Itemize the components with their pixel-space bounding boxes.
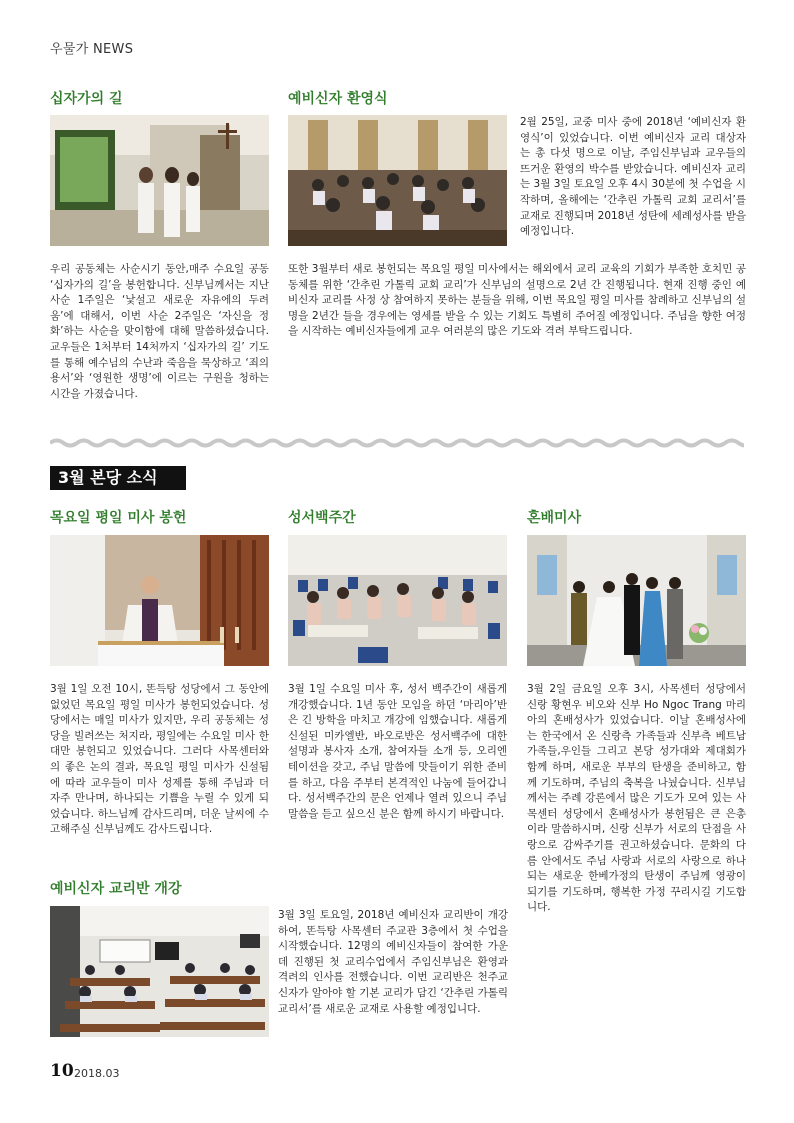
catechumen-welcome-photo (288, 115, 507, 246)
section-title-wedding-mass: 혼배미사 (527, 510, 582, 526)
page-number: 10 (50, 1061, 74, 1081)
thursday-mass-body: 3월 1일 오전 10시, 똔득탕 성당에서 그 동안에 없었던 목요일 평일 미사가 봉헌되었습니다. 성당에서는 매일 미사가 있지만, 우리 공동체는 성당을 빌려쓰는 처지라, 평일에는 수요일 미사 한 대만 봉헌되고 있었습니다. 그러다 사목센터와의 좋은 논의 결과, 목요일 평일 미사가 신설됨에 따라 교우들이 미사 성제를 통해 주님과 더 자주 만나며, 하나되는 기쁨을 누릴 수 있게 되었습니다. 하느님께 감사드리며, 더운 날씨에 수고해주실 신부님께도 감사드립니다. (50, 683, 269, 836)
catechumen-class-photo (50, 906, 269, 1037)
thursday-mass-photo (50, 535, 269, 666)
catechumen-class-body: 3월 3일 토요일, 2018년 예비신자 교리반이 개강하여, 똔득탕 사목센터 주교관 3층에서 첫 수업을 시작했습니다. 12명의 예비신자들이 참여한 가운데 진행된 첫 교리수업에서 주임신부님은 환영과 격려의 인사를 전했습니다. 이번 교리반은 천주교 신자가 알아야 할 기본 교리가 담긴 ‘간추린 가톨릭 교리서’를 새로운 교재로 사용할 예정입니다. (278, 909, 508, 1015)
wedding-mass-body: 3월 2일 금요일 오후 3시, 사목센터 성당에서 신랑 황현우 비오와 신부 Ho Ngoc Trang 마리아의 혼배성사가 있었습니다. 이날 혼배성사에는 한국에서 온 신랑측 가족들과 신부측 베트남 가족들,우인들 그리고 본당 성가대와 제대회가 함께 하며, 새로운 부부의 탄생을 준비하고, 함께 기도하며, 주님의 축복을 나눴습니다. 신부님께서는 주례 강론에서 많은 기도가 모여 있는 사목센터 성당에서 혼배성사가 봉헌됨은 큰 은총이라 말씀하시며, 신랑 신부가 서로의 단점을 사랑으로 감싸주기를 권고하셨습니다. 문화의 다름 안에서도 주님 사랑과 서로의 사랑으로 하나되는 새로운 한베가정의 탄생이 주님께 영광이 되기를 기도하며, 행복한 가정 꾸리시길 기도합니다. (527, 683, 746, 914)
wavy-divider (50, 432, 744, 454)
newsletter-header: 우물가 NEWS (50, 42, 134, 57)
cross-body: 우리 공동체는 사순시기 동안,매주 수요일 공동 ‘십자가의 길’을 봉헌합니다. 신부님께서는 지난 사순 1주일은 ‘낯설고 새로운 자유에의 두려움’에 대해서, 이번 사순 2주일은 ‘자신을 정화’하는 사순을 맞이함에 대해 말씀하셨습니다. 교우들은 1처부터 14처까지 ‘십자가의 길’ 기도를 통해 예수님의 수난과 죽음을 묵상하고 ‘죄의 용서’와 ‘영원한 생명’에 이르는 구원을 청하는 시간을 가졌습니다. (50, 263, 269, 400)
section-title-catechumen-welcome: 예비신자 환영식 (288, 91, 388, 107)
section-title-cross: 십자가의 길 (50, 91, 123, 107)
bible-week-body: 3월 1일 수요일 미사 후, 성서 백주간이 새롭게 개강했습니다. 1년 동안 모임을 하던 ‘마리아’반은 긴 방학을 마치고 개강에 임했습니다. 새롭게 신설된 미카엘반, 바오로반은 성서백주에 대한 설명과 봉사자 소개, 참여자들 소개 등, 오리엔테이션을 갖고, 주님 말씀에 맛들이기 위한 준비를 하고, 다음 주부터 본격적인 나눔에 들어갑니다. 성서백주간의 문은 언제나 열려 있으니 주님 말씀을 듣고 싶으신 분은 함께 하시기 바랍니다. (288, 683, 507, 820)
issue-date: 2018.03 (74, 1067, 120, 1080)
section-title-bible-week: 성서백주간 (288, 510, 356, 526)
catechumen-welcome-body-bottom: 또한 3월부터 새로 봉헌되는 목요일 평일 미사에서는 해외에서 교리 교육의 기회가 부족한 호치민 공동체를 위한 ‘간추린 가톨릭 교회 교리’가 신부님의 설명으로 2년 간 진행됩니다. 현재 진행 중인 예비신자 교리를 사정 상 참여하지 못하는 분들을 위해, 이번 목요일 평일 미사를 참례하고 신부님의 설명을 2년간 들을 경우에는 영세를 받을 수 있는 기회도 특별히 주어질 예정입니다. 주님을 향한 여정을 시작하는 예비신자들에게 교우 여러분의 많은 기도와 격려 부탁드립니다. (288, 263, 746, 338)
section-title-catechumen-class: 예비신자 교리반 개강 (50, 881, 182, 897)
section-title-thursday-mass: 목요일 평일 미사 봉헌 (50, 510, 187, 526)
wedding-mass-photo (527, 535, 746, 666)
catechumen-welcome-body-side: 2월 25일, 교중 미사 중에 2018년 ‘예비신자 환영식’이 있었습니다. 이번 예비신자 교리 대상자는 총 다섯 명으로 이날, 주임신부님과 교우들의 뜨거운 환영의 박수를 받았습니다. 예비신자 교리는 3월 3일 토요일 오후 4시 30분에 첫 수업을 시작하며, 올해에는 ‘간추린 가톨릭 교회 교리서’를 교재로 진행되며 2018년 성탄에 세례성사를 받을 예정입니다. (520, 116, 746, 238)
cross-photo (50, 115, 269, 246)
section-banner: 3월 본당 소식 (50, 466, 186, 490)
bible-week-photo (288, 535, 507, 666)
